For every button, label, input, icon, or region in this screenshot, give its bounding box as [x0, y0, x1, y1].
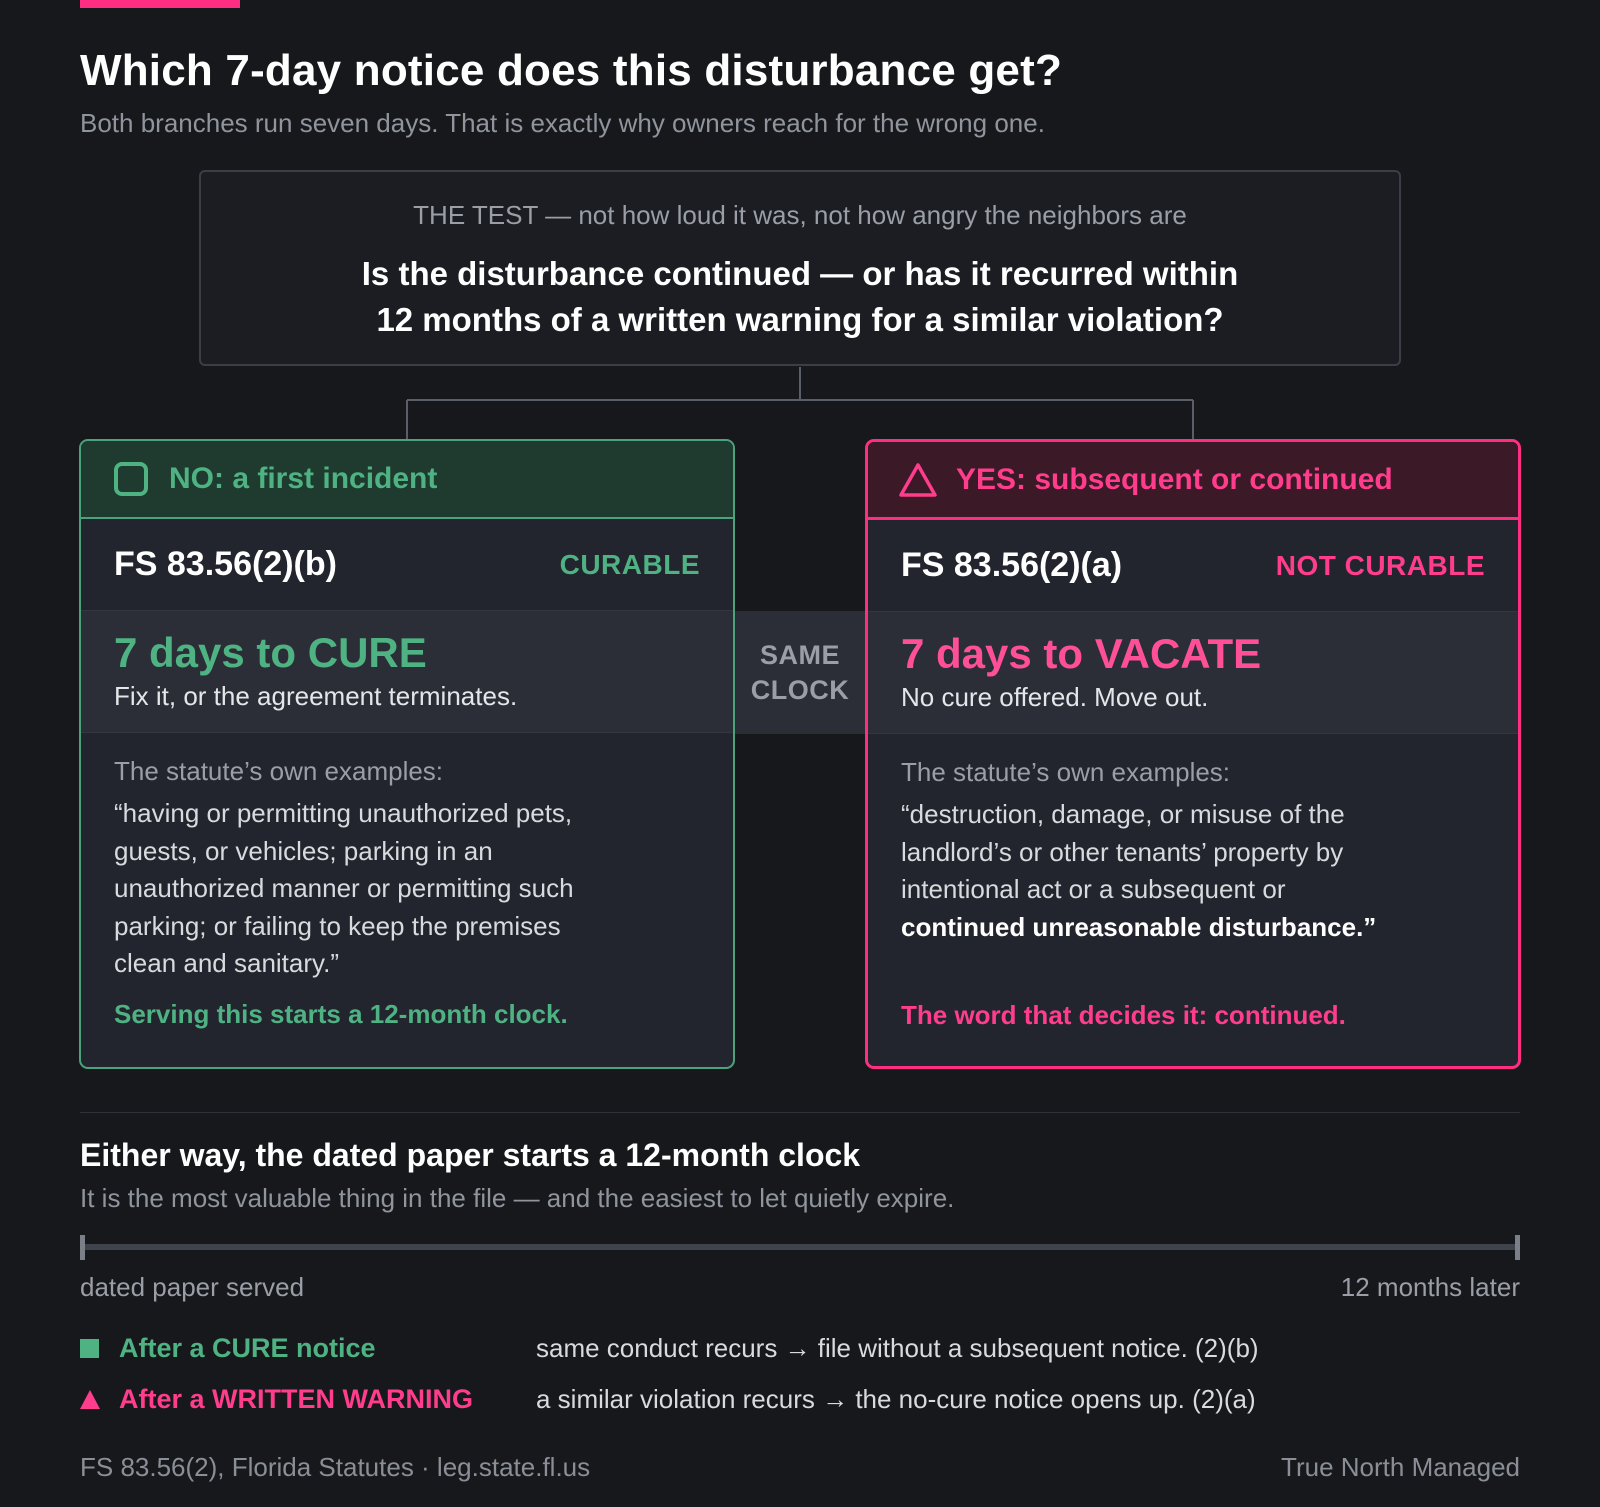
quote-line: intentional act or a subsequent or	[901, 874, 1286, 904]
statute-row-no	[81, 519, 733, 611]
same-clock-line-1: SAME	[759, 639, 840, 670]
test-box	[199, 170, 1401, 366]
test-question	[201, 251, 1399, 343]
test-label: THE TEST — not how loud it was, not how angry the neighbors are	[413, 200, 1187, 230]
legend-label-warning: After a WRITTEN WARNING	[119, 1383, 473, 1414]
accent-bar	[80, 0, 240, 8]
green-square-icon	[80, 1337, 102, 1359]
quote-line: clean and sanitary.”	[114, 948, 339, 978]
examples-label-yes: The statute’s own examples:	[901, 757, 1231, 787]
page-title: Which 7-day notice does this disturbance get?	[80, 46, 1063, 95]
card-footer-no: Serving this starts a 12-month clock.	[114, 999, 568, 1029]
branch-heading-yes: YES: subsequent or continued	[956, 462, 1393, 496]
clock-title: Either way, the dated paper starts a 12-month clock	[80, 1137, 861, 1173]
test-question-line-2: 12 months of a written warning for a similar violation?	[376, 301, 1224, 338]
legend-row-cure	[80, 1330, 1520, 1366]
source-citation: FS 83.56(2), Florida Statutes · leg.state.fl.us	[80, 1452, 591, 1482]
days-row-yes	[868, 612, 1518, 734]
card-footer-yes: The word that decides it: continued.	[901, 1000, 1346, 1030]
examples-yes	[868, 734, 1518, 946]
quote-line-bold: continued unreasonable disturbance.”	[901, 911, 1377, 942]
days-label-no: 7 days to CURE	[114, 629, 427, 676]
same-clock-label	[735, 611, 865, 734]
clock-subtitle: It is the most valuable thing in the file — and the easiest to let quietly expire.	[80, 1183, 955, 1213]
legend-desc-cure: same conduct recurs → file without a subsequent notice. (2)(b)	[536, 1332, 1259, 1363]
legend-label-cure: After a CURE notice	[119, 1332, 376, 1363]
warning-triangle-icon	[898, 460, 938, 500]
timeline-start-tick	[80, 1235, 85, 1260]
days-label-yes: 7 days to VACATE	[901, 630, 1262, 677]
page-subtitle: Both branches run seven days. That is exactly why owners reach for the wrong one.	[80, 108, 1045, 138]
examples-no	[81, 733, 733, 983]
days-row-no	[81, 611, 733, 733]
quote-line: unauthorized manner or permitting such	[114, 873, 574, 903]
branch-header-yes	[868, 442, 1518, 520]
examples-label-no: The statute’s own examples:	[114, 756, 444, 786]
examples-quote-yes	[901, 796, 1485, 946]
quote-line: landlord’s or other tenants’ property by	[901, 836, 1344, 867]
branch-card-yes	[865, 439, 1521, 1069]
pink-triangle-icon	[80, 1388, 102, 1410]
quote-line: guests, or vehicles; parking in an	[114, 835, 493, 866]
statute-yes: FS 83.56(2)(a)	[901, 546, 1123, 584]
branch-heading-no: NO: a first incident	[169, 462, 438, 495]
timeline-end-label: 12 months later	[1340, 1272, 1520, 1302]
days-sub-yes: No cure offered. Move out.	[901, 682, 1209, 712]
brand-name: True North Managed	[1281, 1452, 1520, 1482]
branch-header-no	[81, 441, 733, 519]
quote-line: parking; or failing to keep the premises	[114, 910, 561, 941]
timeline-track	[81, 1244, 1519, 1250]
same-clock-line-2: CLOCK	[750, 674, 850, 705]
examples-quote-no	[114, 795, 700, 983]
test-question-line-1: Is the disturbance continued — or has it recurred within	[361, 255, 1239, 292]
statute-row-yes	[868, 520, 1518, 612]
status-badge-yes: NOT CURABLE	[1275, 549, 1485, 581]
status-badge-no: CURABLE	[559, 548, 700, 580]
timeline-start-label: dated paper served	[80, 1272, 305, 1302]
quote-line: “having or permitting unauthorized pets,	[114, 798, 573, 828]
days-sub-no: Fix it, or the agreement terminates.	[114, 681, 518, 711]
timeline-end-tick	[1515, 1235, 1520, 1260]
quote-line: “destruction, damage, or misuse of the	[901, 799, 1345, 829]
statute-no: FS 83.56(2)(b)	[114, 545, 337, 583]
legend-desc-warning: a similar violation recurs → the no-cure notice opens up. (2)(a)	[536, 1383, 1256, 1414]
section-divider	[80, 1112, 1520, 1113]
legend-row-warning	[80, 1381, 1520, 1417]
square-outline-icon	[111, 459, 151, 499]
branch-card-no	[79, 439, 735, 1069]
